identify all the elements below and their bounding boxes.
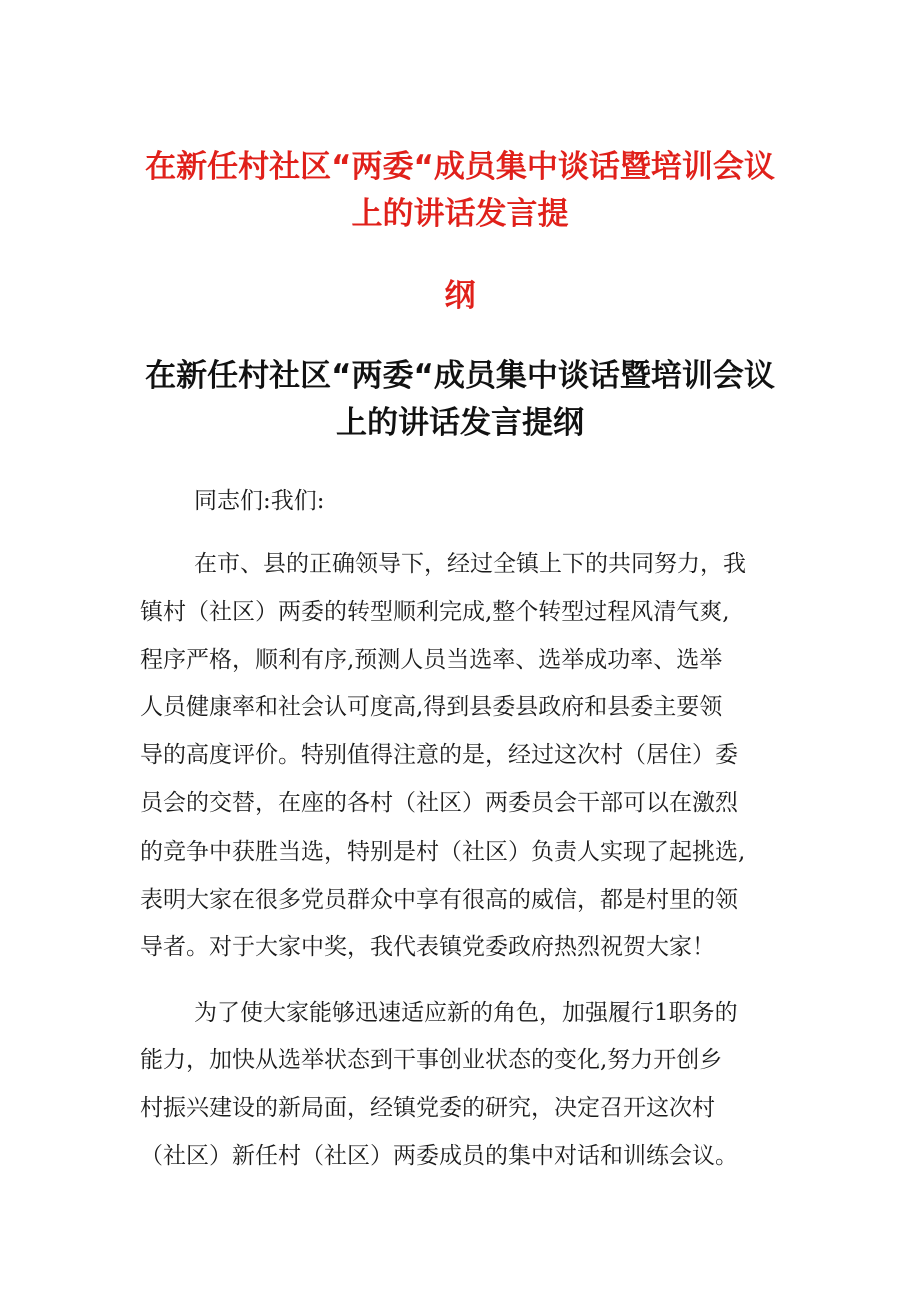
paragraph-2-line: 村振兴建设的新局面，经镇党委的研究，决定召开这次村 [140,1095,715,1121]
document-title-line-2: 上的讲话发言提纲 [336,405,584,441]
paragraph-1-line: 人员健康率和社会认可度高,得到县委县政府和县委主要领 [140,694,723,720]
paragraph-1-line: 导的高度评价。特别值得注意的是，经过这次村（居住）委 [140,742,738,768]
paragraph-1-line: 员会的交替，在座的各村（社区）两委员会干部可以在激烈 [140,790,738,816]
paragraph-1-line: 导者。对于大家中奖，我代表镇党委政府热烈祝贺大家！ [140,934,715,960]
paragraph-2-line: 为了使大家能够迅速适应新的角色，加强履行1职务的 [194,1000,738,1026]
paragraph-1-line: 表明大家在很多党员群众中享有很高的威信，都是村里的领 [140,887,738,913]
paragraph-1-line: 镇村（社区）两委的转型顺利完成,整个转型过程风清气爽, [140,599,730,625]
red-heading-line-1: 在新任村社区“两委“成员集中谈话暨培训会议 [145,149,775,185]
paragraph-2-line: 能力，加快从选举状态到干事创业状态的变化,努力开创乡 [140,1047,723,1073]
greeting: 同志们:我们: [194,488,325,514]
paragraph-2-line: （社区）新任村（社区）两委成员的集中对话和训练会议。 [140,1143,738,1169]
paragraph-1-line: 的竞争中获胜当选，特别是村（社区）负责人实现了起挑选, [140,839,746,865]
document-title-line-1: 在新任村社区“两委“成员集中谈话暨培训会议 [145,358,775,394]
red-heading-line-3: 纲 [444,278,476,314]
paragraph-1-line: 在市、县的正确领导下，经过全镇上下的共同努力，我 [194,551,746,577]
paragraph-1-line: 程序严格，顺利有序,预测人员当选率、选举成功率、选举 [140,647,723,673]
red-heading-line-2: 上的讲话发言提 [351,196,569,232]
